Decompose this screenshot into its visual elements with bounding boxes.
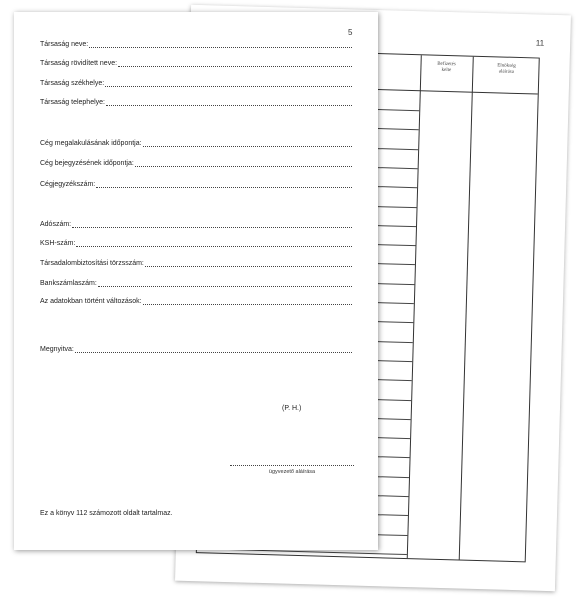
dotted-line xyxy=(145,260,352,267)
field-registration-date[interactable] xyxy=(40,159,352,168)
ledger-header-line: Befizetés xyxy=(437,61,456,68)
ledger-column-divider xyxy=(407,55,422,558)
dotted-line xyxy=(143,298,352,305)
field-label: Cégjegyzékszám: xyxy=(40,181,96,188)
dotted-line xyxy=(96,181,352,188)
dotted-line xyxy=(98,280,352,287)
field-tax-number[interactable] xyxy=(40,220,352,229)
footer-note: Ez a könyv 112 számozott oldalt tartalmaz. xyxy=(40,510,173,517)
dotted-line xyxy=(89,41,352,48)
field-bank-account[interactable] xyxy=(40,279,352,288)
field-label: Társaság telephelye: xyxy=(40,99,105,106)
field-label: Társaság rövidített neve: xyxy=(40,60,118,67)
dotted-line xyxy=(105,80,352,87)
signature-line[interactable] xyxy=(230,465,354,466)
field-registry-number[interactable] xyxy=(40,180,352,189)
dotted-line xyxy=(118,60,352,67)
front-page xyxy=(14,12,378,550)
field-company-seat[interactable] xyxy=(40,79,352,88)
dotted-line xyxy=(76,240,352,247)
field-company-site[interactable] xyxy=(40,98,352,107)
front-page-number: 5 xyxy=(348,28,353,37)
field-social-security-number[interactable] xyxy=(40,259,352,268)
field-data-changes[interactable] xyxy=(40,297,352,306)
field-opened[interactable] xyxy=(40,345,352,354)
field-label: Cég bejegyzésének időpontja: xyxy=(40,160,134,167)
field-label: KSH-szám: xyxy=(40,240,76,247)
dotted-line xyxy=(143,140,352,147)
field-label: Megnyitva: xyxy=(40,346,74,353)
dotted-line xyxy=(106,99,352,106)
dotted-line xyxy=(72,221,352,228)
signature-label: ügyvezető aláírása xyxy=(268,469,316,475)
stamp-placeholder: (P. H.) xyxy=(282,405,302,412)
field-label: Adószám: xyxy=(40,221,72,228)
field-label: Társaság neve: xyxy=(40,41,89,48)
field-label: Cég megalakulásának időpontja: xyxy=(40,140,142,147)
field-label: Bankszámlaszám: xyxy=(40,280,97,287)
dotted-line xyxy=(135,160,352,167)
field-label: Társaság székhelye: xyxy=(40,80,105,87)
field-label: Az adatokban történt változások: xyxy=(40,298,142,305)
field-label: Társadalombiztosítási törzsszám: xyxy=(40,260,144,267)
ledger-header-line: Elnökség xyxy=(497,63,516,69)
ledger-column-divider xyxy=(459,57,474,560)
ledger-header-line: aláírása xyxy=(498,69,515,75)
field-company-short-name[interactable] xyxy=(40,59,352,68)
field-company-name[interactable] xyxy=(40,40,352,49)
dotted-line xyxy=(75,346,352,353)
field-ksh-number[interactable] xyxy=(40,239,352,248)
ledger-header-board-signature xyxy=(474,63,538,77)
back-page-number: 11 xyxy=(535,38,545,48)
field-founding-date[interactable] xyxy=(40,139,352,148)
ledger-header-line: kelte xyxy=(441,67,452,74)
ledger-header-payment-date xyxy=(422,61,470,74)
